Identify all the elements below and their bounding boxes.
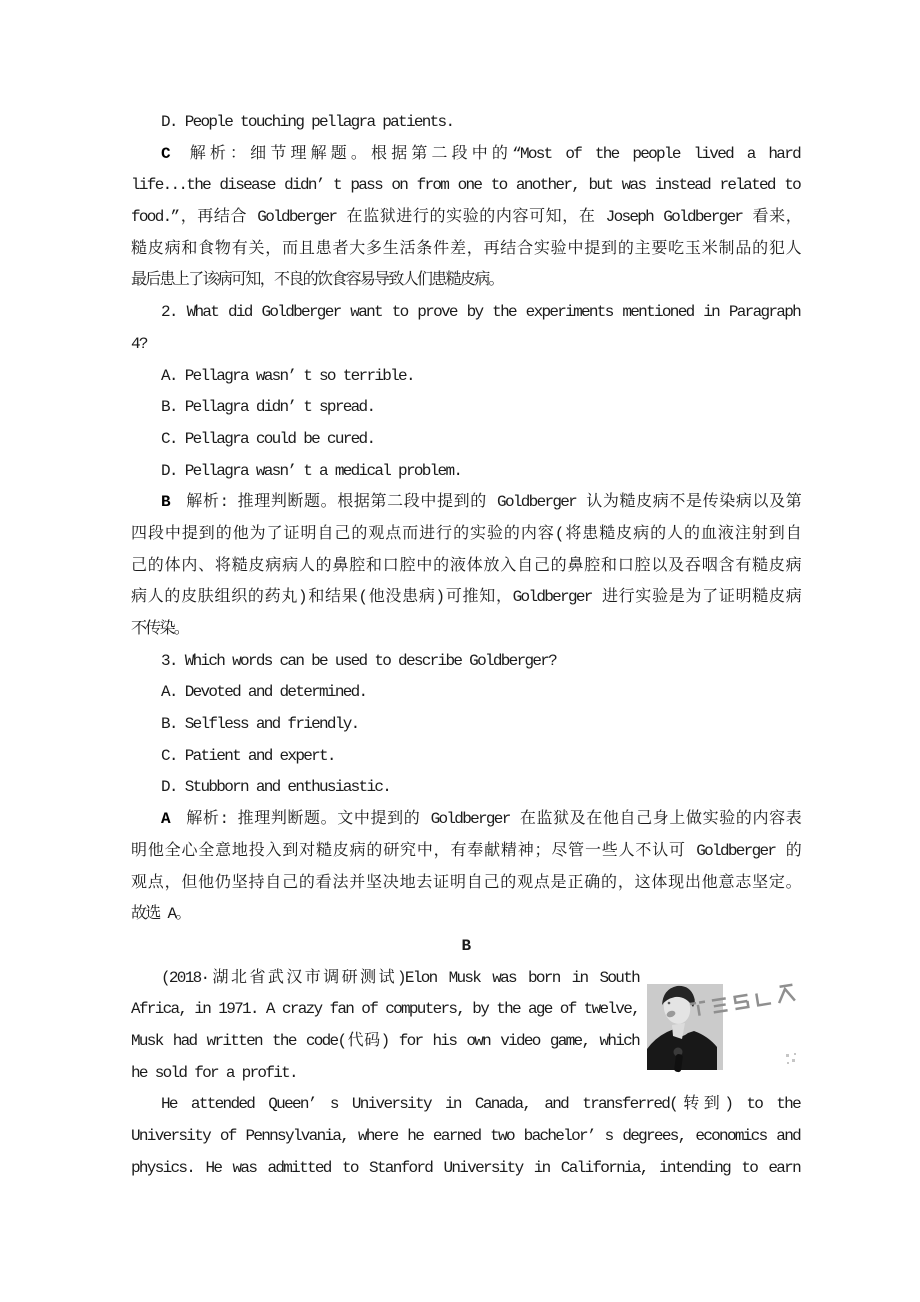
option-line: D. Pellagra wasn’ t a medical problem.	[161, 461, 462, 480]
analysis-text: 解析：细节理解题。根据第二段中的“Most of the people lived a hard	[183, 144, 800, 163]
analysis-text: 解析: 推理判断题。根据第二段中提到的 Goldberger 认为糙皮病不是传染病以及第	[183, 493, 800, 512]
option-line: C. Patient and expert.	[161, 746, 335, 765]
analysis-line	[131, 804, 800, 836]
text-line: Musk had written the code(代码) for his own video game, which	[131, 1031, 639, 1050]
tesla-letter-s	[734, 995, 750, 1009]
analysis-line: 糙皮病和食物有关，而且患者大多生活条件差，再结合实验中提到的主要吃玉米制品的犯人	[131, 239, 800, 258]
analysis-line: 观点，但他仍坚持自己的看法并坚决地去证明自己的观点是正确的，这体现出他意志坚定。	[131, 873, 800, 892]
text-line: physics. He was admitted to Stanford University in California, intending to earn	[131, 1158, 800, 1177]
answer-letter: B	[161, 493, 169, 512]
analysis-line	[131, 487, 800, 519]
answer-letter: A	[161, 810, 169, 829]
scan-smudge	[786, 1053, 796, 1064]
question-line: 2. What did Goldberger want to prove by the experiments mentioned in Paragraph	[161, 303, 800, 322]
analysis-line: 己的体内、将糙皮病病人的鼻腔和口腔中的液体放入自己的鼻腔和口腔以及吞咽含有糙皮病	[131, 556, 800, 575]
option-line: D. People touching pellagra patients.	[161, 113, 454, 131]
tesla-letter-a	[777, 985, 795, 1003]
text-line: he sold for a profit.	[131, 1063, 297, 1082]
text-line: (2018·湖北省武汉市调研测试)Elon Musk was born in South	[161, 968, 639, 987]
analysis-line	[131, 139, 800, 171]
elon-musk-tesla-graphic	[645, 973, 807, 1075]
analysis-line: life...the disease didn’ t pass on from one to another, but was instead related to	[131, 176, 800, 195]
text-line: He attended Queen’ s University in Canada, and transferred(转到) to the	[161, 1095, 800, 1114]
question-line: 3. Which words can be used to describe Goldberger?	[161, 651, 557, 670]
elon-musk-tesla-image	[645, 973, 807, 1075]
section-heading: B	[461, 936, 470, 955]
option-line: A. Pellagra wasn’ t so terrible.	[161, 366, 414, 385]
analysis-line: food.”，再结合 Goldberger 在监狱进行的实验的内容可知，在 Joseph Goldberger 看来，	[131, 208, 800, 227]
question-line: 4?	[131, 334, 147, 353]
analysis-line: 明他全心全意地投入到对糙皮病的研究中，有奉献精神；尽管一些人不认可 Goldberger 的	[131, 841, 800, 860]
analysis-line: 不传染。	[131, 620, 189, 638]
analysis-line: 最后患上了该病可知，不良的饮食容易导致人们患糙皮病。	[131, 271, 503, 290]
analysis-line: 故选 A。	[131, 905, 190, 924]
option-line: C. Pellagra could be cured.	[161, 429, 375, 448]
text-line: Africa, in 1971. A crazy fan of computers, by the age of twelve,	[131, 1000, 639, 1019]
analysis-text: 解析: 推理判断题。文中提到的 Goldberger 在监狱及在他自己身上做实验的内容表	[183, 810, 800, 829]
text-line: University of Pennsylvania, where he earned two bachelor’ s degrees, economics and	[131, 1127, 800, 1145]
option-line: B. Pellagra didn’ t spread.	[161, 398, 375, 417]
option-line: A. Devoted and determined.	[161, 683, 367, 702]
eye	[668, 1002, 671, 1005]
analysis-line: 四段中提到的他为了证明自己的观点而进行的实验的内容(将患糙皮病的人的血液注射到自	[131, 524, 800, 543]
answer-letter: C	[161, 144, 169, 163]
option-line: B. Selfless and friendly.	[161, 715, 359, 734]
tesla-letter-l	[756, 991, 771, 1005]
analysis-line: 病人的皮肤组织的药丸)和结果(他没患病)可推知，Goldberger 进行实验是为了证明糙皮病	[131, 588, 800, 607]
option-line: D. Stubborn and enthusiastic.	[161, 778, 391, 797]
